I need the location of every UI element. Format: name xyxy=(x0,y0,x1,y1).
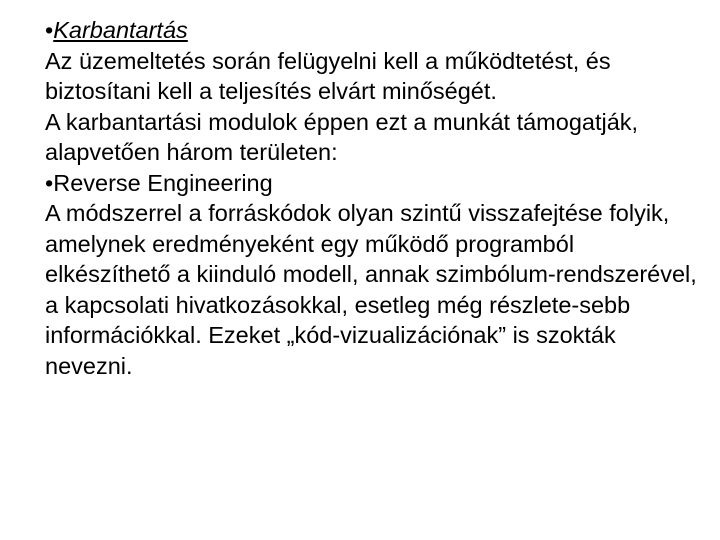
heading-text: Reverse Engineering xyxy=(53,169,273,196)
paragraph-uzemeltetes: Az üzemeltetés során felügyelni kell a működtetést, és biztosítani kell a teljesítés elvárt minőségét. xyxy=(45,47,611,104)
heading-text: Karbantartás xyxy=(53,17,188,43)
section-heading-karbantartas xyxy=(45,15,705,46)
paragraph-karbantartasi-modulok: A karbantartási modulok éppen ezt a munkát támogatják, alapvetően három területen: xyxy=(45,108,639,165)
bullet-mark: • xyxy=(45,17,54,43)
bullet-mark: • xyxy=(45,169,54,196)
section-heading-reverse-engineering xyxy=(45,168,705,199)
slide-body xyxy=(45,15,705,381)
paragraph-modszer: A módszerrel a forráskódok olyan szintű visszafejtése folyik, amelynek eredményeként egy működő programból elkészíthető a kiinduló modell, annak szimbólum-rendszerével, a kapcsolati hivatkozásokkal, esetleg még részlete-sebb információkkal. Ezeket „kód-vizualizációnak” is szokták nevezni. xyxy=(45,200,697,379)
